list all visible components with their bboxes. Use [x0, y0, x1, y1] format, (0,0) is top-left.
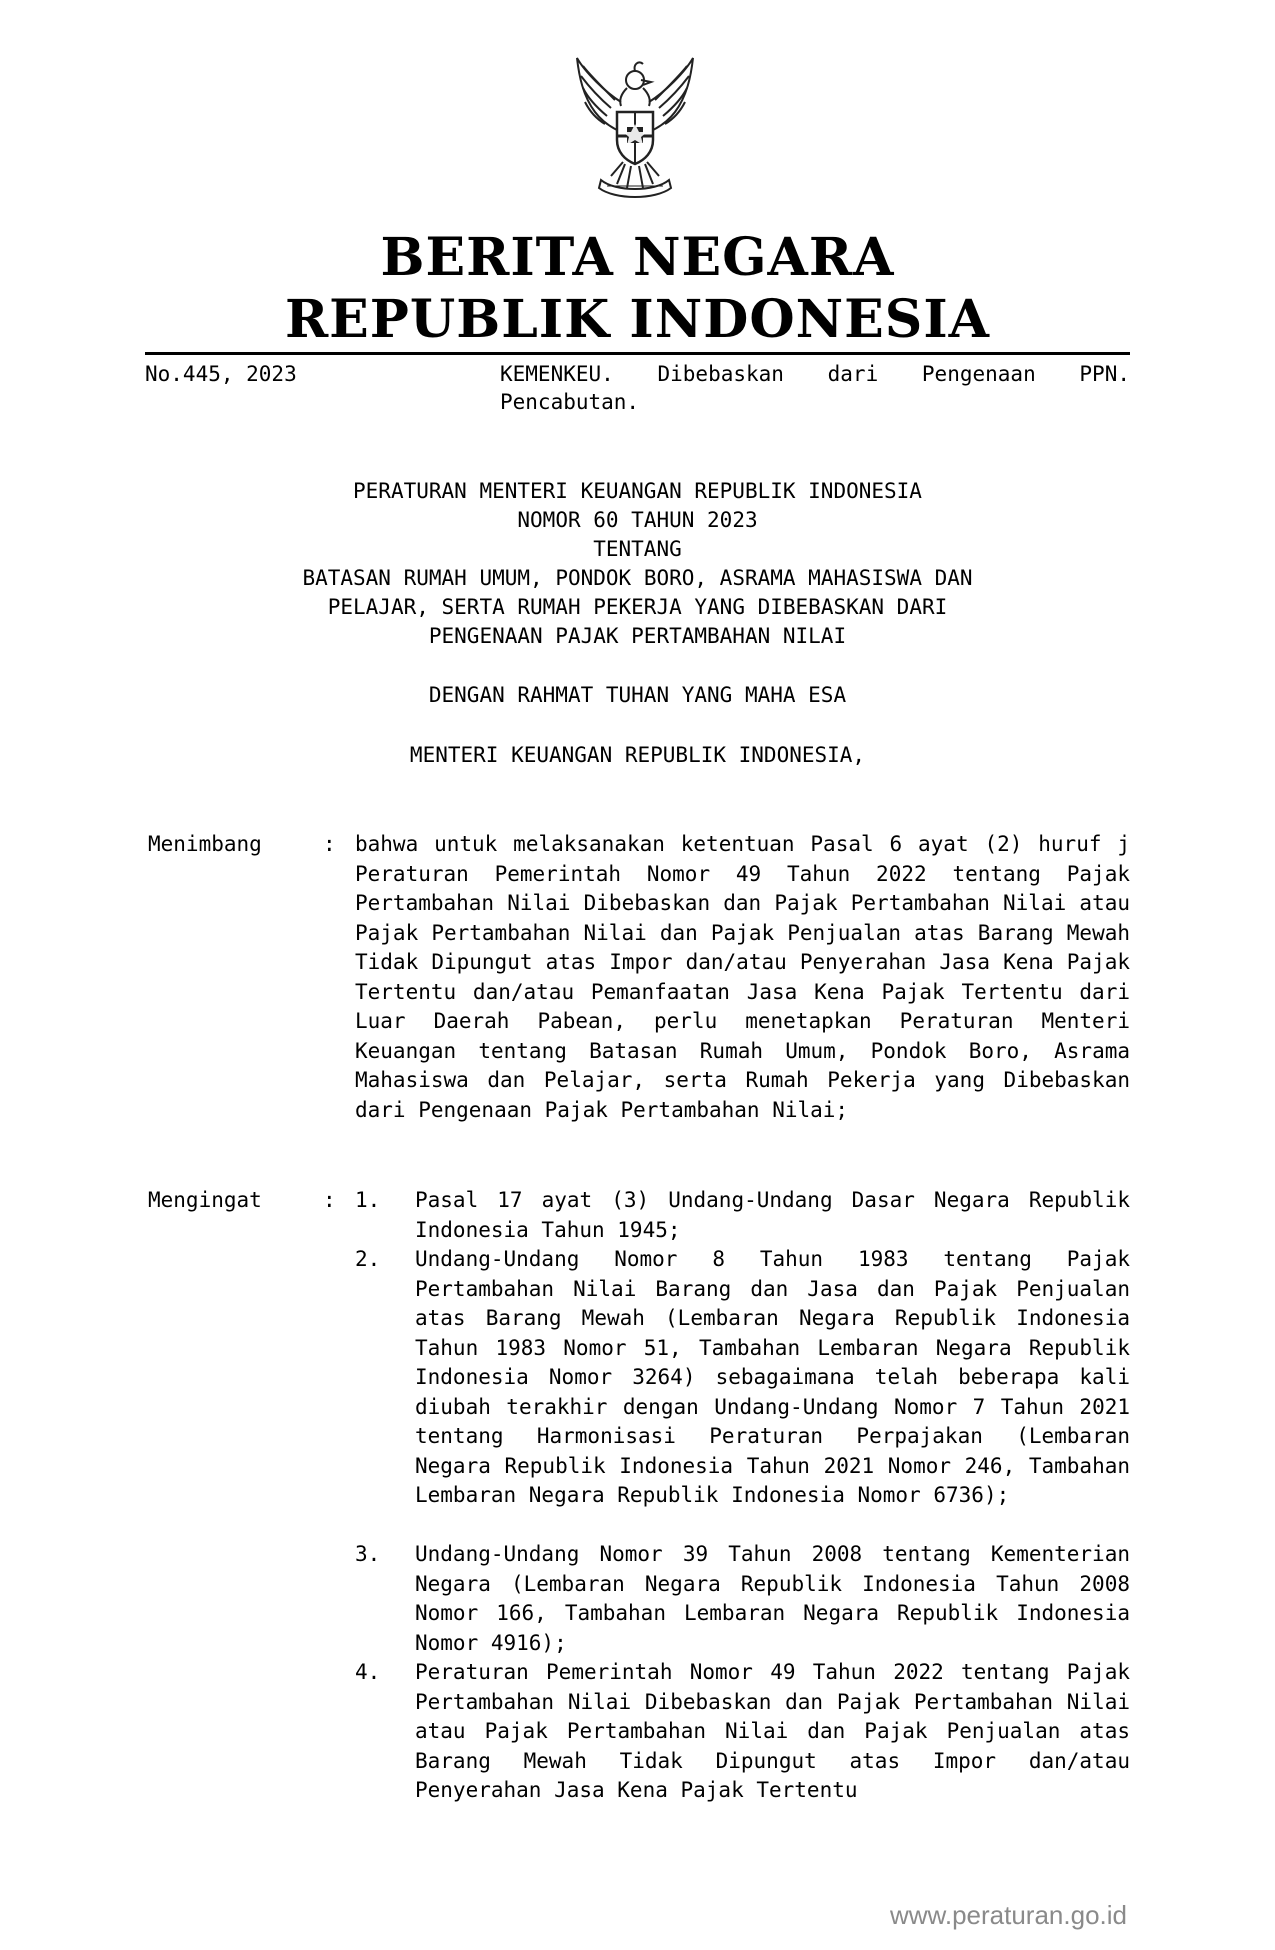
menimbang-colon: :	[323, 832, 336, 856]
gazette-title-line2: REPUBLIK INDONESIA	[284, 289, 991, 350]
gazette-title-line1: BERITA NEGARA	[380, 227, 895, 288]
authority-line: MENTERI KEUANGAN REPUBLIK INDONESIA,	[409, 743, 866, 767]
mengingat-item-number: 2.	[355, 1247, 381, 1271]
mengingat-item-text: Undang-Undang Nomor 8 Tahun 1983 tentang Pajak Pertambahan Nilai Barang dan Jasa dan Pajak Penjualan atas Barang Mewah (Lembaran Negara Republik Indonesia Tahun 1983 Nomor 51, Tambahan Lembaran Negara Republik Indonesia Nomor 3264) sebagaimana telah beberapa kali diubah terakhir dengan Undang-Undang Nomor 7 Tahun 2021 tentang Harmonisasi Peraturan Perpajakan (Lembaran Negara Republik Indonesia Tahun 2021 Nomor 246, Tambahan Lembaran Negara Republik Indonesia Nomor 6736);	[415, 1247, 1130, 1507]
mengingat-colon: :	[323, 1188, 336, 1212]
garuda-emblem-icon	[555, 52, 715, 212]
regulation-title-line1: PERATURAN MENTERI KEUANGAN REPUBLIK INDONESIA	[353, 479, 922, 503]
title-divider	[145, 352, 1130, 355]
regulation-number: NOMOR 60 TAHUN 2023	[517, 508, 758, 532]
menimbang-label: Menimbang	[148, 832, 262, 856]
regulation-subject-line3: PENGENAAN PAJAK PERTAMBAHAN NILAI	[428, 624, 847, 648]
mengingat-label: Mengingat	[148, 1188, 262, 1212]
mengingat-item-text: Undang-Undang Nomor 39 Tahun 2008 tentang Kementerian Negara (Lembaran Negara Republik Indonesia Tahun 2008 Nomor 166, Tambahan Lembaran Negara Republik Indonesia Nomor 4916);	[415, 1542, 1130, 1655]
gazette-description: KEMENKEU. Dibebaskan dari Pengenaan PPN. Pencabutan.	[500, 362, 1130, 414]
regulation-tentang: TENTANG	[593, 537, 682, 561]
mengingat-item-number: 3.	[355, 1542, 381, 1566]
mengingat-item-number: 1.	[355, 1188, 381, 1212]
mengingat-item-number: 4.	[355, 1660, 381, 1684]
mengingat-item-text: Peraturan Pemerintah Nomor 49 Tahun 2022 tentang Pajak Pertambahan Nilai Dibebaskan dan Pajak Pertambahan Nilai atau Pajak Pertambahan Nilai dan Pajak Penjualan atas Barang Mewah Tidak Dipungut atas Impor dan/atau Penyerahan Jasa Kena Pajak Tertentu	[415, 1660, 1130, 1802]
regulation-subject-line2: PELAJAR, SERTA RUMAH PEKERJA YANG DIBEBASKAN DARI	[327, 595, 948, 619]
gazette-number: No.445, 2023	[145, 362, 297, 386]
mengingat-item-text: Pasal 17 ayat (3) Undang-Undang Dasar Negara Republik Indonesia Tahun 1945;	[415, 1188, 1130, 1242]
footer-website: www.peraturan.go.id	[889, 1900, 1127, 1930]
blessing-line: DENGAN RAHMAT TUHAN YANG MAHA ESA	[428, 683, 847, 707]
menimbang-text: bahwa untuk melaksanakan ketentuan Pasal 6 ayat (2) huruf j Peraturan Pemerintah Nomor 49 Tahun 2022 tentang Pajak Pertambahan Nilai Dibebaskan dan Pajak Pertambahan Nilai atau Pajak Pertambahan Nilai dan Pajak Penjualan atas Barang Mewah Tidak Dipungut atas Impor dan/atau Penyerahan Jasa Kena Pajak Tertentu dan/atau Pemanfaatan Jasa Kena Pajak Tertentu dari Luar Daerah Pabean, perlu menetapkan Peraturan Menteri Keuangan tentang Batasan Rumah Umum, Pondok Boro, Asrama Mahasiswa dan Pelajar, serta Rumah Pekerja yang Dibebaskan dari Pengenaan Pajak Pertambahan Nilai;	[355, 832, 1130, 1122]
regulation-subject-line1: BATASAN RUMAH UMUM, PONDOK BORO, ASRAMA MAHASISWA DAN	[302, 566, 973, 590]
